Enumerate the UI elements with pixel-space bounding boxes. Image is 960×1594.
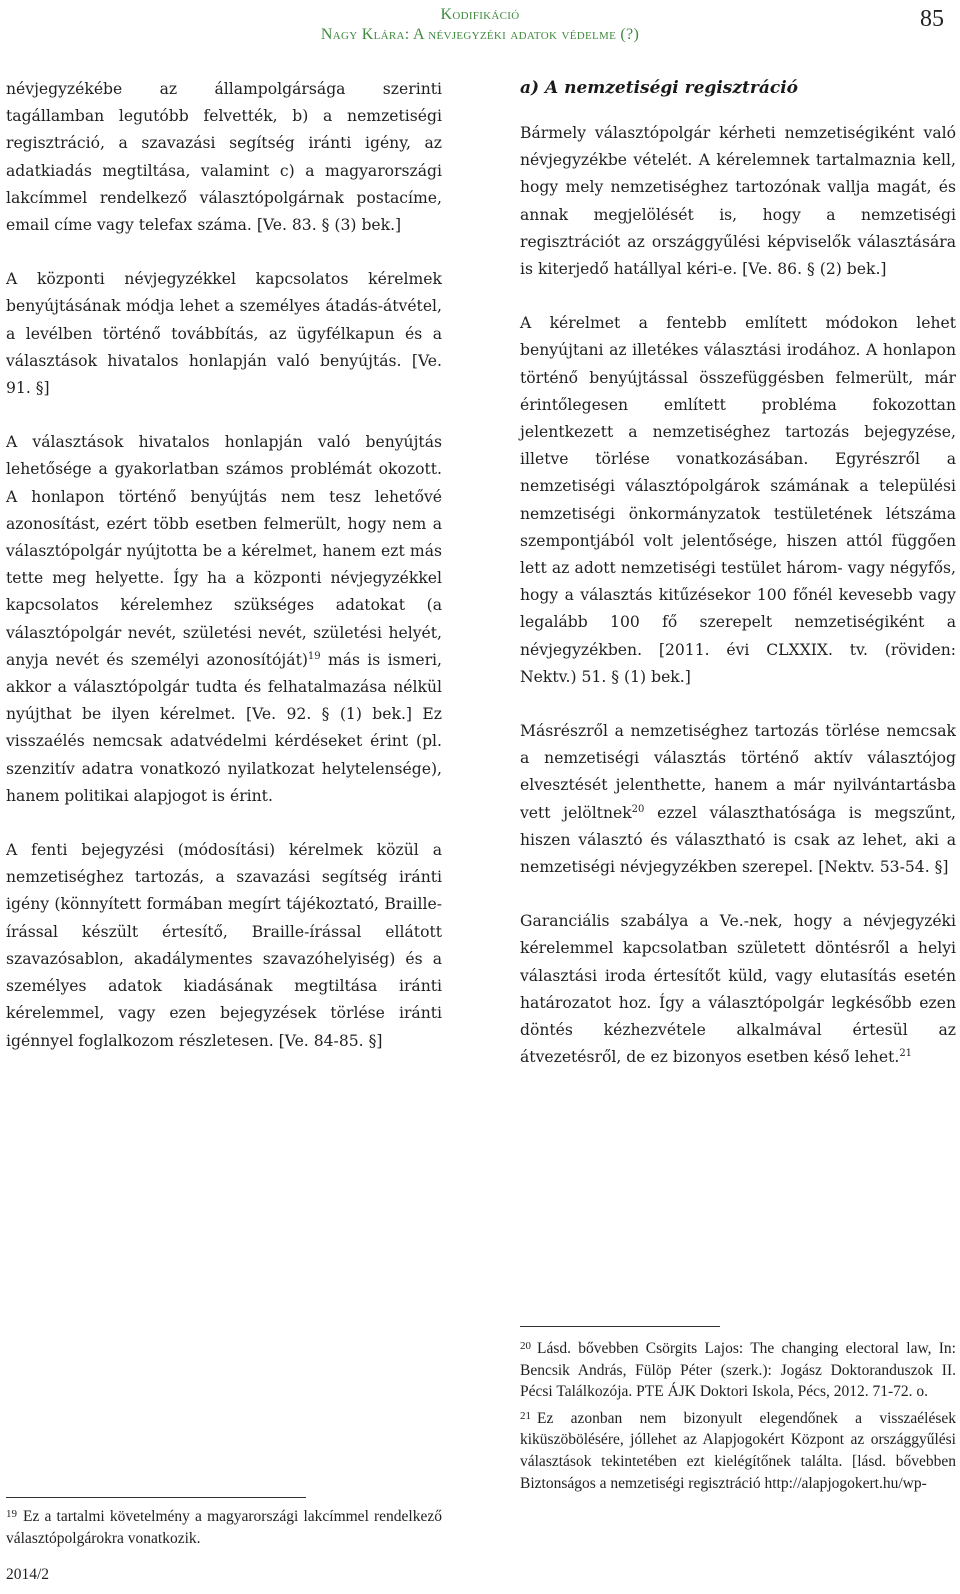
paragraph-text: Garanciális szabálya a Ve.-nek, hogy a névjegyzéki kérelemmel kapcsolatban született döntésről a helyi választási iroda értesítőt küld, vagy elutasítás esetén határozatot hoz. Így a választópolgár legkésőbb ezen döntés kézhezvétele alkalmával értesül az átvezetésről, de ez bizonyos esetben késő lehet.	[520, 912, 956, 1067]
issue-label: 2014/2	[6, 1566, 50, 1583]
paragraph: A központi névjegyzékkel kapcsolatos kérelmek benyújtásának módja lehet a személyes átadás-átvétel, a levélben történő továbbítás, az ügyfélkapun és a választások hivatalos honlapján való benyújtás. [Ve. 91. §]	[6, 270, 442, 398]
footnotes-right	[520, 1336, 956, 1497]
footnote-separator	[520, 1326, 720, 1327]
paragraph-text: Másrészről a nemzetiséghez tartozás törlése nemcsak a nemzetiségi választás történő aktív választójog elvesztését jelenthette, hanem a már nyilvántartásba vett jelöltnek	[520, 722, 956, 822]
footnote-ref[interactable]: 20	[631, 803, 645, 815]
footnote-number: 21	[520, 1409, 531, 1422]
footnote-text: Ez a tartalmi követelmény a magyarországi lakcímmel rendelkező választópolgárokra vonatkozik.	[6, 1508, 442, 1547]
running-header	[0, 4, 960, 48]
paragraph: névjegyzékébe az állampolgársága szerinti tagállamban legutóbb felvették, b) a nemzetiségi regisztráció, a szavazási segítség iránti igény, az adatkiadás megtiltása, valamint c) a magyarországi lakcímmel rendelkező választópolgárnak postacíme, email címe vagy telefax száma. [Ve. 83. § (3) bek.]	[6, 80, 442, 235]
footnotes-left	[6, 1504, 442, 1552]
left-column	[6, 76, 442, 1082]
footnote-number: 20	[520, 1340, 531, 1352]
footnote-separator	[6, 1497, 306, 1498]
section-heading: a) A nemzetiségi regisztráció	[520, 78, 798, 98]
footnote	[6, 1504, 442, 1549]
footnote-number: 19	[6, 1508, 17, 1520]
paragraph	[6, 429, 442, 810]
paragraph: A fenti bejegyzési (módosítási) kérelmek közül a nemzetiséghez tartozás, a szavazási segítség iránti igény (könnyített formában megírt tájékoztató, Braille-írással készült értesítő, Braille-írással ellátott szavazósablon, akadálymentes szavazóhelyiség) és a személyes adatok kiadásának megtiltása iránti kérelemmel, vagy ezen bejegyzések törlése iránti igénnyel foglalkozom részletesen. [Ve. 84-85. §]	[6, 841, 442, 1050]
paragraph	[520, 718, 956, 881]
paragraph-text: ezzel választhatósága is megszűnt, hiszen választó és választható is csak az lehet, aki a nemzetiségi névjegyzékben szerepel. [Nektv. 53-54. §]	[520, 803, 956, 877]
footnote-ref[interactable]: 21	[899, 1048, 913, 1060]
right-column	[520, 76, 956, 1099]
footnote-ref[interactable]: 19	[307, 650, 321, 662]
paragraph	[520, 908, 956, 1071]
journal-title: Kodifikáció	[440, 6, 520, 23]
page-number: 85	[920, 6, 944, 32]
footnote-text: Ez azonban nem bizonyult elegendőnek a visszaélések kiküszöbölésére, jóllehet az Alapjogokért Központ az országgyűlési választások tekintetében ezt kielégítőnek találta. [lásd. bővebben Biztonságos a nemzetiségi regisztráció http://alapjogokert.hu/wp-	[520, 1409, 956, 1492]
article-title: Nagy Klára: A névjegyzéki adatok védelme (?)	[320, 26, 640, 43]
paragraph-text: A választások hivatalos honlapján való benyújtás lehetősége a gyakorlatban számos problémát okozott. A honlapon történő benyújtás nem tesz lehetővé azonosítást, ezért több esetben felmerült, hogy nem a választópolgár nyújtotta be a kérelmet, hanem ezt más tette meg helyette. Így ha a központi névjegyzékkel kapcsolatos kérelemhez szükséges adatokat (a választópolgár nevét, születési nevét, születési helyét, anyja nevét és személyi azonosítóját)	[6, 433, 442, 669]
paragraph-text: más is ismeri, akkor a választópolgár tudta és felhatalmazása nélkül nyújthat be ilyen kérelmet. [Ve. 92. § (1) bek.] Ez visszaélés nemcsak adatvédelmi kérdéseket érint (pl. szenzitív adatra vonatkozó nyilatkozat helytelensége), hanem politikai alapjogot is érint.	[6, 650, 442, 805]
footnote	[520, 1336, 956, 1403]
footnote-text: Lásd. bővebben Csörgits Lajos: The changing electoral law, In: Bencsik András, Fülöp Péter (szerk.): Jogász Doktoranduszok II. Pécsi Találkozója. PTE ÁJK Doktori Iskola, Pécs, 2012. 71-72. o.	[520, 1340, 956, 1401]
paragraph: A kérelmet a fentebb említett módokon lehet benyújtani az illetékes választási irodához. A honlapon történő benyújtással összefüggésben felmerült, már érintőlegesen említett probléma fokozottan jelentkezett a nemzetiséghez tartozás bejegyzése, illetve törlése vonatkozásában. Egyrészről a nemzetiségi választópolgárok számának a települési nemzetiségi önkormányzatok testületének létszáma szempontjából volt jelentősége, hiszen attól függően lett az adott nemzetiségi testület három- vagy négyfős, hogy a választás kitűzésekor 100 főnél kevesebb vagy legalább 100 fő szerepelt nemzetiségiként a névjegyzékben. [2011. évi CLXXIX. tv. (röviden: Nektv.) 51. § (1) bek.]	[520, 314, 956, 686]
paragraph: Bármely választópolgár kérheti nemzetiségiként való névjegyzékbe vételét. A kérelemnek tartalmaznia kell, hogy mely nemzetiséghez tartozónak vallja magát, és annak megjelölését is, hogy a nemzetiségi regisztrációt az országgyűlési képviselők választására is kiterjedő hatállyal kéri-e. [Ve. 86. § (2) bek.]	[520, 124, 956, 279]
footnote	[520, 1406, 956, 1494]
